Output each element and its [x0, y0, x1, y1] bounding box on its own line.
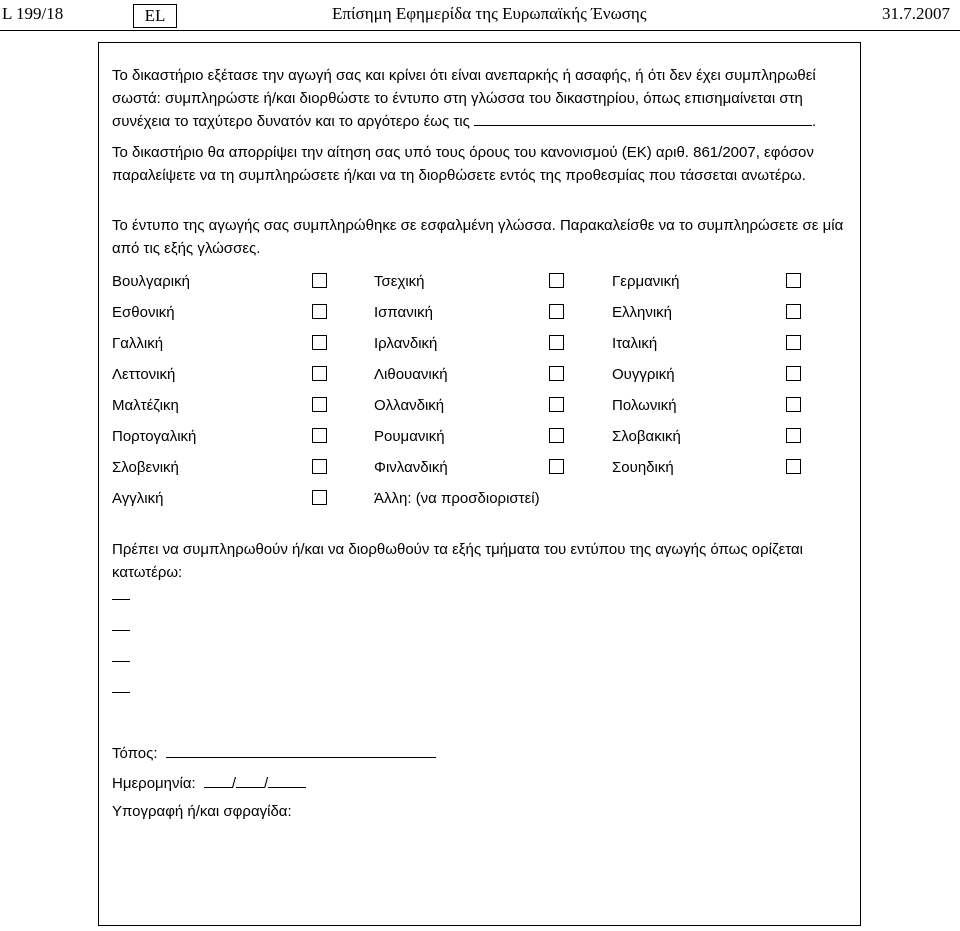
- lang-polish-label: Πολωνική: [612, 397, 677, 414]
- journal-title: Επίσημη Εφημερίδα της Ευρωπαϊκής Ένωσης: [332, 4, 647, 23]
- lang-spanish-label: Ισπανική: [374, 304, 433, 321]
- lang-slovenian-label: Σλοβενική: [112, 459, 179, 476]
- lang-slovenian-checkbox[interactable]: [312, 459, 327, 474]
- lang-irish-checkbox[interactable]: [549, 335, 564, 350]
- lang-english-checkbox[interactable]: [312, 490, 327, 505]
- lang-bulgarian-checkbox[interactable]: [312, 273, 327, 288]
- lang-german-label: Γερμανική: [612, 273, 680, 290]
- lang-dutch-label: Ολλανδική: [374, 397, 445, 414]
- lang-romanian-label: Ρουμανική: [374, 428, 445, 445]
- lang-romanian-checkbox[interactable]: [549, 428, 564, 443]
- date-year-input[interactable]: [268, 773, 306, 788]
- lang-french-label: Γαλλική: [112, 335, 164, 352]
- lang-spanish-checkbox[interactable]: [549, 304, 564, 319]
- lang-slovak-label: Σλοβακική: [612, 428, 681, 445]
- lang-dutch-checkbox[interactable]: [549, 397, 564, 412]
- lang-italian-checkbox[interactable]: [786, 335, 801, 350]
- lang-other-label: Άλλη: (να προσδιοριστεί): [374, 490, 540, 507]
- lang-irish-label: Ιρλανδική: [374, 335, 438, 352]
- paragraph-wrong-language: Το έντυπο της αγωγής σας συμπληρώθηκε σε εσφαλμένη γλώσσα. Παρακαλείσθε να το συμπληρώσετε σε μία από τις εξής γλώσσες.: [112, 217, 844, 257]
- lang-maltese-checkbox[interactable]: [312, 397, 327, 412]
- lang-greek-checkbox[interactable]: [786, 304, 801, 319]
- language-code-box: EL: [133, 4, 177, 28]
- lang-swedish-checkbox[interactable]: [786, 459, 801, 474]
- lang-english-label: Αγγλική: [112, 490, 164, 507]
- lang-latvian-checkbox[interactable]: [312, 366, 327, 381]
- place-field-row: [112, 743, 436, 762]
- header-rule: [0, 30, 960, 31]
- lang-portuguese-checkbox[interactable]: [312, 428, 327, 443]
- paragraph-incomplete-claim-text: Το δικαστήριο εξέτασε την αγωγή σας και κρίνει ότι είναι ανεπαρκής ή ασαφής, ή ότι δεν έχει συμπληρωθεί σωστά: συμπληρώστε ή/και διορθώστε το έντυπο στη γλώσσα του δικαστηρίου, όπως επισημαίνεται στη συνέχεια το ταχύτερο δυνατόν και το αργότερο έως τις: [112, 67, 816, 130]
- date-label: Ημερομηνία:: [112, 775, 196, 792]
- lang-estonian-label: Εσθονική: [112, 304, 175, 321]
- lang-hungarian-label: Ουγγρική: [612, 366, 675, 383]
- lang-greek-label: Ελληνική: [612, 304, 673, 321]
- paragraph-incomplete-claim-end: .: [812, 113, 817, 130]
- page-reference: L 199/18: [2, 4, 64, 23]
- lang-lithuanian-label: Λιθουανική: [374, 366, 448, 383]
- lang-finnish-label: Φινλανδική: [374, 459, 448, 476]
- correction-entry-line[interactable]: [112, 630, 130, 631]
- date-separator: /: [264, 775, 269, 792]
- lang-swedish-label: Σουηδική: [612, 459, 674, 476]
- deadline-field[interactable]: [474, 111, 812, 126]
- paragraph-rejection-warning: Το δικαστήριο θα απορρίψει την αίτηση σας υπό τους όρους του κανονισμού (ΕΚ) αριθ. 861/2007, εφόσον παραλείψετε να τη συμπληρώσετε ή/και να τη διορθώσετε εντός της προθεσμίας που τάσσεται ανωτέρω.: [112, 144, 814, 184]
- lang-maltese-label: Μαλτέζικη: [112, 397, 179, 414]
- lang-czech-label: Τσεχική: [374, 273, 425, 290]
- paragraph-incomplete-claim: [112, 64, 850, 133]
- date-month-input[interactable]: [236, 773, 264, 788]
- correction-entry-line[interactable]: [112, 692, 130, 693]
- lang-french-checkbox[interactable]: [312, 335, 327, 350]
- lang-czech-checkbox[interactable]: [549, 273, 564, 288]
- signature-label: Υπογραφή ή/και σφραγίδα:: [112, 803, 292, 820]
- lang-italian-label: Ιταλική: [612, 335, 658, 352]
- publication-date: 31.7.2007: [882, 4, 950, 23]
- lang-estonian-checkbox[interactable]: [312, 304, 327, 319]
- lang-finnish-checkbox[interactable]: [549, 459, 564, 474]
- lang-hungarian-checkbox[interactable]: [786, 366, 801, 381]
- page-header: [0, 0, 960, 32]
- date-separator: /: [231, 775, 237, 792]
- lang-german-checkbox[interactable]: [786, 273, 801, 288]
- place-input[interactable]: [166, 743, 436, 758]
- date-day-input[interactable]: [204, 773, 232, 788]
- correction-entry-line[interactable]: [112, 661, 130, 662]
- lang-polish-checkbox[interactable]: [786, 397, 801, 412]
- lang-bulgarian-label: Βουλγαρική: [112, 273, 190, 290]
- lang-latvian-label: Λεττονική: [112, 366, 176, 383]
- place-label: Τόπος:: [112, 745, 158, 762]
- date-field-row: [112, 773, 306, 792]
- lang-portuguese-label: Πορτογαλική: [112, 428, 197, 445]
- correction-entry-line[interactable]: [112, 599, 130, 600]
- lang-lithuanian-checkbox[interactable]: [549, 366, 564, 381]
- lang-slovak-checkbox[interactable]: [786, 428, 801, 443]
- paragraph-sections-to-correct: Πρέπει να συμπληρωθούν ή/και να διορθωθούν τα εξής τμήματα του εντύπου της αγωγής όπως ορίζεται κατωτέρω:: [112, 541, 803, 581]
